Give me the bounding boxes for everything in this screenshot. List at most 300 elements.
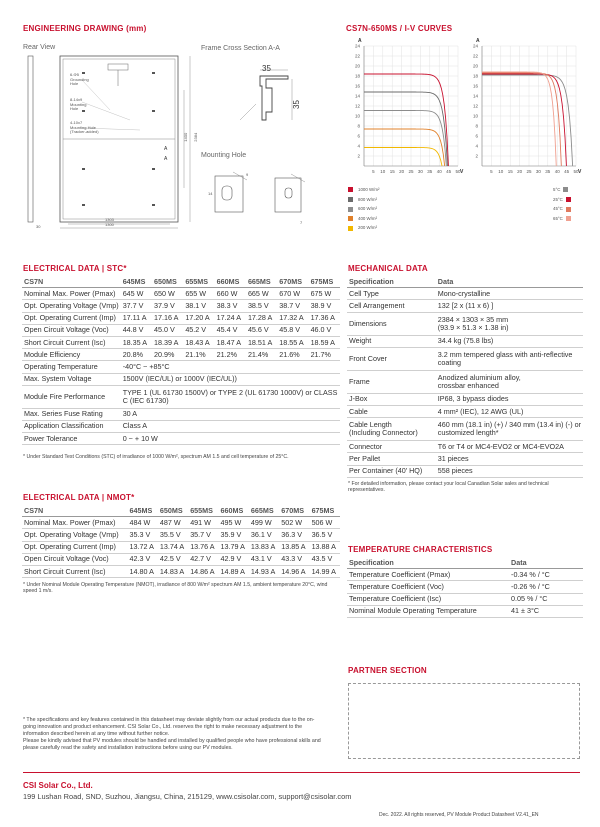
row-value: 42.7 V: [188, 553, 218, 565]
model-header: 660MS: [219, 505, 249, 517]
legend-swatch: [566, 216, 571, 221]
engineering-drawing-title: ENGINEERING DRAWING (mm): [23, 24, 147, 33]
disclaimer-text: * The specifications and key features contained in this datasheet may deviate slightly from our actual products due to the on-going innovation and product enhancement. CSI Solar Co., Ltd. reserves the right to make necessary adjustment to the information described herein at any time without further notice. Please be kindly advised that PV modules should be handled and installed by qualified people who have professional skills and please carefully read the safety and installation instructions before using our PV modules.: [23, 717, 321, 751]
dim-2384: 2384: [193, 132, 199, 142]
legend-label: 65°C: [553, 215, 563, 221]
x-tick-label: 10: [498, 169, 504, 174]
legend-label: 45°C: [553, 206, 563, 212]
y-axis-label: A: [476, 38, 480, 44]
partner-box: [348, 683, 580, 759]
table-header-row: [347, 557, 583, 569]
row-value: 36.3 V: [279, 529, 309, 541]
table-row: [347, 312, 583, 335]
y-tick-label: 6: [357, 133, 360, 139]
x-tick-label: 15: [389, 169, 395, 174]
y-tick-label: 4: [475, 143, 478, 149]
model-header: 665MS: [246, 276, 277, 288]
legend-swatch: [348, 187, 353, 192]
table-row: [22, 565, 340, 577]
legend-swatch: [348, 226, 353, 231]
model-header: 660MS: [215, 276, 246, 288]
row-label: Open Circuit Voltage (Voc): [22, 324, 121, 336]
row-value: 36.5 V: [310, 529, 340, 541]
model-header: 670MS: [277, 276, 308, 288]
row-value: 14.96 A: [279, 565, 309, 577]
legend-entry: [553, 187, 568, 192]
legend-label: 25°C: [553, 196, 563, 202]
section-a-marker-2: A: [164, 156, 168, 162]
x-tick-label: 25: [408, 169, 414, 174]
section-a-marker: A: [164, 146, 168, 152]
dim-1400: 1400: [183, 132, 189, 142]
row-label: Opt. Operating Current (Imp): [22, 312, 121, 324]
row-value: 44.8 V: [121, 324, 152, 336]
row-value: 38.1 V: [183, 300, 214, 312]
row-value: 42.9 V: [219, 553, 249, 565]
table-row: [347, 605, 583, 617]
grounding-hole-note: 6-Φ5 Grounding Hole: [70, 72, 89, 86]
y-tick-label: 20: [472, 63, 478, 69]
legend-entry: [348, 197, 377, 202]
row-value: 660 W: [215, 288, 246, 300]
row-value: 35.5 V: [158, 529, 188, 541]
legend-swatch: [563, 187, 568, 192]
mechanical-footnote: * For detailed information, please contact your local Canadian Solar sales and technical representatives.: [348, 481, 549, 494]
row-value: 18.55 A: [277, 336, 308, 348]
y-tick-label: 2: [357, 153, 360, 159]
row-value: 655 W: [183, 288, 214, 300]
electrical-stc-title: ELECTRICAL DATA | STC*: [23, 264, 127, 273]
row-value: 21.6%: [277, 349, 308, 361]
x-tick-label: 50: [455, 169, 461, 174]
spec-value: IP68, 3 bypass diodes: [436, 393, 583, 405]
table-row: [347, 288, 583, 300]
y-tick-label: 22: [354, 53, 360, 59]
model-family-header: CS7N: [22, 276, 121, 288]
y-axis-label: A: [358, 38, 362, 44]
spec-value: T6 or T4 or MC4-EVO2 or MC4-EVO2A: [436, 441, 583, 453]
x-tick-label: 25: [526, 169, 532, 174]
y-tick-label: 8: [357, 123, 360, 129]
table-row: [22, 361, 340, 373]
x-tick-label: 45: [446, 169, 452, 174]
spec-value: 34.4 kg (75.8 lbs): [436, 335, 583, 347]
row-label: Opt. Operating Voltage (Vmp): [22, 529, 128, 541]
table-row: [22, 385, 340, 408]
iv-curves-title: CS7N-650MS / I-V CURVES: [346, 24, 453, 33]
row-value: 45.8 V: [277, 324, 308, 336]
row-value: 18.35 A: [121, 336, 152, 348]
row-value: 487 W: [158, 517, 188, 529]
spec-value: 558 pieces: [436, 465, 583, 477]
row-value: 46.0 V: [309, 324, 340, 336]
legend-swatch: [348, 216, 353, 221]
table-row: [22, 373, 340, 385]
dim-30: 30: [36, 224, 41, 229]
legend-label: 5°C: [553, 187, 561, 192]
legend-entry: [348, 225, 377, 230]
y-tick-label: 12: [472, 103, 478, 109]
row-value: 18.43 A: [183, 336, 214, 348]
iv-curve-series: [364, 74, 448, 166]
row-value: 1500V (IEC/UL) or 1000V (IEC/UL)): [121, 373, 340, 385]
table-row: [22, 553, 340, 565]
row-label: Module Efficiency: [22, 349, 121, 361]
row-value: 13.85 A: [279, 541, 309, 553]
table-row: [347, 418, 583, 441]
row-value: 645 W: [121, 288, 152, 300]
table-header-row: [22, 505, 340, 517]
temperature-title: TEMPERATURE CHARACTERISTICS: [348, 545, 493, 554]
table-row: [22, 433, 340, 445]
mechanical-table: [347, 276, 583, 478]
table-row: [347, 347, 583, 370]
y-tick-label: 2: [475, 153, 478, 159]
model-header: 670MS: [279, 505, 309, 517]
table-row: [347, 441, 583, 453]
y-tick-label: 18: [472, 73, 478, 79]
y-tick-label: 8: [475, 123, 478, 129]
y-tick-label: 10: [354, 113, 360, 119]
table-header-row: [347, 276, 583, 288]
y-tick-label: 14: [472, 93, 478, 99]
row-value: 484 W: [128, 517, 158, 529]
spec-value: -0.34 % / °C: [509, 569, 583, 581]
row-value: 14.86 A: [188, 565, 218, 577]
x-tick-label: 50: [573, 169, 579, 174]
dim-7: 7: [300, 220, 303, 225]
company-name: CSI Solar Co., Ltd.: [23, 781, 93, 790]
electrical-nmot-title: ELECTRICAL DATA | NMOT*: [23, 493, 135, 502]
spec-label: Cell Type: [347, 288, 436, 300]
company-address: 199 Lushan Road, SND, Suzhou, Jiangsu, China, 215129, www.csisolar.com, support@csisolar.com: [23, 792, 352, 801]
x-tick-label: 5: [372, 169, 375, 174]
legend-entry: [348, 187, 379, 192]
spec-label: Cell Arrangement: [347, 300, 436, 312]
iv-curve-series: [364, 148, 442, 167]
row-value: 502 W: [279, 517, 309, 529]
spec-label: Temperature Coefficient (Voc): [347, 581, 509, 593]
row-value: 0 ~ + 10 W: [121, 433, 340, 445]
spec-value: Mono-crystalline: [436, 288, 583, 300]
model-header: 650MS: [158, 505, 188, 517]
y-tick-label: 12: [354, 103, 360, 109]
spec-value: 31 pieces: [436, 453, 583, 465]
row-value: 14.80 A: [128, 565, 158, 577]
row-value: 18.51 A: [246, 336, 277, 348]
spec-value: Anodized aluminium alloy, crossbar enhanced: [436, 370, 583, 393]
row-label: Operating Temperature: [22, 361, 121, 373]
x-tick-label: 30: [535, 169, 541, 174]
table-row: [347, 370, 583, 393]
spec-label: Per Container (40' HQ): [347, 465, 436, 477]
model-header: 645MS: [128, 505, 158, 517]
row-value: 38.7 V: [277, 300, 308, 312]
x-tick-label: 5: [490, 169, 493, 174]
row-label: Module Fire Performance: [22, 385, 121, 408]
legend-swatch: [566, 197, 571, 202]
row-value: 37.9 V: [152, 300, 183, 312]
row-value: 17.20 A: [183, 312, 214, 324]
footer-divider: [23, 772, 580, 773]
row-value: 18.59 A: [309, 336, 340, 348]
row-value: 13.72 A: [128, 541, 158, 553]
model-header: 665MS: [249, 505, 279, 517]
row-value: 495 W: [219, 517, 249, 529]
spec-label: Nominal Module Operating Temperature: [347, 605, 509, 617]
row-value: 35.3 V: [128, 529, 158, 541]
spec-value: 2384 × 1303 × 35 mm (93.9 × 51.3 × 1.38 in): [436, 312, 583, 335]
legend-entry: [348, 206, 377, 211]
row-value: 499 W: [249, 517, 279, 529]
row-value: 21.7%: [309, 349, 340, 361]
mounting-hole-drawing: [205, 168, 325, 228]
y-tick-label: 14: [354, 93, 360, 99]
row-value: TYPE 1 (UL 61730 1500V) or TYPE 2 (UL 61730 1000V) or CLASS C (IEC 61730): [121, 385, 340, 408]
row-value: 14.83 A: [158, 565, 188, 577]
model-header: 650MS: [152, 276, 183, 288]
row-value: 42.5 V: [158, 553, 188, 565]
table-row: [22, 408, 340, 420]
cross-dim-height: 35: [291, 100, 301, 109]
x-tick-label: 20: [399, 169, 405, 174]
row-value: 37.7 V: [121, 300, 152, 312]
dim-1300: 1300: [105, 222, 114, 227]
mounting-hole-label: Mounting Hole: [201, 152, 247, 159]
y-tick-label: 20: [354, 63, 360, 69]
row-value: 20.8%: [121, 349, 152, 361]
row-value: Class A: [121, 420, 340, 432]
row-value: -40°C ~ +85°C: [121, 361, 340, 373]
stc-footnote: * Under Standard Test Conditions (STC) of irradiance of 1000 W/m², spectrum AM 1.5 and cell temperature of 25°C.: [23, 454, 289, 460]
model-header: 675MS: [309, 276, 340, 288]
x-tick-label: 35: [545, 169, 551, 174]
legend-entry: [553, 216, 571, 221]
row-value: 491 W: [188, 517, 218, 529]
row-value: 14.99 A: [310, 565, 340, 577]
nmot-table: [22, 505, 340, 578]
row-value: 21.2%: [215, 349, 246, 361]
row-value: 43.5 V: [310, 553, 340, 565]
row-value: 45.0 V: [152, 324, 183, 336]
row-value: 670 W: [277, 288, 308, 300]
legend-entry: [348, 216, 377, 221]
row-value: 38.9 V: [309, 300, 340, 312]
x-tick-label: 45: [564, 169, 570, 174]
x-tick-label: 40: [436, 169, 442, 174]
spec-label: Cable: [347, 405, 436, 417]
spec-value: 0.05 % / °C: [509, 593, 583, 605]
row-value: 675 W: [309, 288, 340, 300]
row-label: Open Circuit Voltage (Voc): [22, 553, 128, 565]
spec-label: Temperature Coefficient (Isc): [347, 593, 509, 605]
spec-label: Connector: [347, 441, 436, 453]
legend-label: 200 W/m²: [358, 225, 378, 231]
row-label: Power Tolerance: [22, 433, 121, 445]
table-row: [22, 349, 340, 361]
table-row: [347, 453, 583, 465]
spec-label: Front Cover: [347, 347, 436, 370]
model-header: 675MS: [310, 505, 340, 517]
spec-label: Frame: [347, 370, 436, 393]
y-tick-label: 16: [472, 83, 478, 89]
legend-label: 1000 W/m²: [358, 187, 380, 192]
x-tick-label: 30: [417, 169, 423, 174]
row-value: 35.7 V: [188, 529, 218, 541]
row-value: 18.47 A: [215, 336, 246, 348]
legend-label: 600 W/m²: [358, 206, 378, 212]
row-value: 13.83 A: [249, 541, 279, 553]
row-value: 14.93 A: [249, 565, 279, 577]
row-value: 45.6 V: [246, 324, 277, 336]
model-family-header: CS7N: [22, 505, 128, 517]
tracker-hole-note: 4-10x7 Mounting Hole (Tracker-added): [70, 120, 99, 134]
y-tick-label: 6: [475, 133, 478, 139]
table-row: [347, 405, 583, 417]
spec-value: 132 [2 x (11 x 6) ]: [436, 300, 583, 312]
stc-table: [22, 276, 340, 445]
spec-label: J-Box: [347, 393, 436, 405]
row-value: 36.1 V: [249, 529, 279, 541]
table-row: [22, 312, 340, 324]
spec-label: Per Pallet: [347, 453, 436, 465]
spec-label: Cable Length (Including Connector): [347, 418, 436, 441]
table-row: [22, 517, 340, 529]
row-value: 18.39 A: [152, 336, 183, 348]
legend-label: 400 W/m²: [358, 215, 378, 221]
row-value: 45.4 V: [215, 324, 246, 336]
row-label: Nominal Max. Power (Pmax): [22, 288, 121, 300]
data-header: Data: [509, 557, 583, 569]
dim-14: 14: [208, 191, 213, 196]
rear-view-label: Rear View: [23, 44, 56, 51]
spec-header: Specification: [347, 557, 509, 569]
y-tick-label: 4: [357, 143, 360, 149]
row-label: Nominal Max. Power (Pmax): [22, 517, 128, 529]
temperature-table: [347, 557, 583, 618]
row-value: 35.9 V: [219, 529, 249, 541]
mounting-hole-note: 8-14x9 Mounting Hole: [70, 97, 87, 111]
row-value: 43.1 V: [249, 553, 279, 565]
nmot-footnote: * Under Nominal Module Operating Temperature (NMOT), irradiance of 800 W/m² spectrum AM 1.5, ambient temperature 20°C, wind speed 1 m/s.: [23, 582, 328, 595]
row-value: 17.11 A: [121, 312, 152, 324]
copyright-text: Dec. 2022. All rights reserved, PV Module Product Datasheet V2.41_EN: [379, 812, 539, 818]
table-row: [22, 529, 340, 541]
spec-label: Dimensions: [347, 312, 436, 335]
table-row: [347, 393, 583, 405]
table-row: [347, 335, 583, 347]
dim-9: 9: [246, 172, 249, 177]
iv-chart-irradiance: [340, 34, 464, 182]
model-header: 655MS: [183, 276, 214, 288]
row-value: 30 A: [121, 408, 340, 420]
model-header: 645MS: [121, 276, 152, 288]
row-value: 38.5 V: [246, 300, 277, 312]
table-row: [347, 569, 583, 581]
row-value: 45.2 V: [183, 324, 214, 336]
table-row: [22, 288, 340, 300]
row-value: 13.74 A: [158, 541, 188, 553]
row-value: 13.79 A: [219, 541, 249, 553]
row-value: 21.4%: [246, 349, 277, 361]
y-tick-label: 24: [354, 43, 360, 49]
data-header: Data: [436, 276, 583, 288]
row-value: 43.3 V: [279, 553, 309, 565]
row-value: 20.9%: [152, 349, 183, 361]
table-row: [22, 300, 340, 312]
x-tick-label: 20: [517, 169, 523, 174]
row-value: 650 W: [152, 288, 183, 300]
y-tick-label: 16: [354, 83, 360, 89]
y-tick-label: 22: [472, 53, 478, 59]
table-row: [347, 465, 583, 477]
partner-title: PARTNER SECTION: [348, 666, 427, 675]
model-header: 655MS: [188, 505, 218, 517]
table-row: [22, 336, 340, 348]
row-label: Short Circuit Current (Isc): [22, 336, 121, 348]
row-label: Opt. Operating Current (Imp): [22, 541, 128, 553]
table-header-row: [22, 276, 340, 288]
legend-entry: [553, 197, 571, 202]
iv-chart-temperature: [458, 34, 582, 182]
row-value: 13.76 A: [188, 541, 218, 553]
spec-label: Weight: [347, 335, 436, 347]
row-value: 17.16 A: [152, 312, 183, 324]
x-tick-label: 35: [427, 169, 433, 174]
spec-value: 4 mm² (IEC), 12 AWG (UL): [436, 405, 583, 417]
row-value: 13.88 A: [310, 541, 340, 553]
table-row: [347, 300, 583, 312]
table-row: [22, 541, 340, 553]
spec-value: 3.2 mm tempered glass with anti-reflective coating: [436, 347, 583, 370]
row-value: 21.1%: [183, 349, 214, 361]
table-row: [22, 420, 340, 432]
table-row: [22, 324, 340, 336]
legend-entry: [553, 206, 571, 211]
row-label: Short Circuit Current (Isc): [22, 565, 128, 577]
x-tick-label: 40: [554, 169, 560, 174]
row-value: 38.3 V: [215, 300, 246, 312]
y-tick-label: 24: [472, 43, 478, 49]
row-label: Max. Series Fuse Rating: [22, 408, 121, 420]
x-tick-label: 15: [507, 169, 513, 174]
spec-value: 460 mm (18.1 in) (+) / 340 mm (13.4 in) (-) or customized length*: [436, 418, 583, 441]
spec-header: Specification: [347, 276, 436, 288]
table-row: [347, 581, 583, 593]
row-value: 17.24 A: [215, 312, 246, 324]
spec-label: Temperature Coefficient (Pmax): [347, 569, 509, 581]
x-axis-label: V: [578, 169, 582, 175]
x-tick-label: 10: [380, 169, 386, 174]
rear-view-drawing: [20, 50, 200, 235]
x-axis-label: V: [460, 169, 464, 175]
y-tick-label: 10: [472, 113, 478, 119]
spec-value: 41 ± 3°C: [509, 605, 583, 617]
iv-curve-series: [364, 111, 446, 167]
spec-value: -0.26 % / °C: [509, 581, 583, 593]
y-tick-label: 18: [354, 73, 360, 79]
row-value: 17.36 A: [309, 312, 340, 324]
row-label: Application Classification: [22, 420, 121, 432]
legend-label: 800 W/m²: [358, 196, 378, 202]
dim-1303: 1303: [105, 217, 114, 222]
cross-section-label: Frame Cross Section A-A: [201, 45, 280, 52]
row-value: 42.3 V: [128, 553, 158, 565]
table-row: [347, 593, 583, 605]
cross-dim-width: 35: [262, 64, 271, 73]
legend-swatch: [348, 207, 353, 212]
row-value: 506 W: [310, 517, 340, 529]
